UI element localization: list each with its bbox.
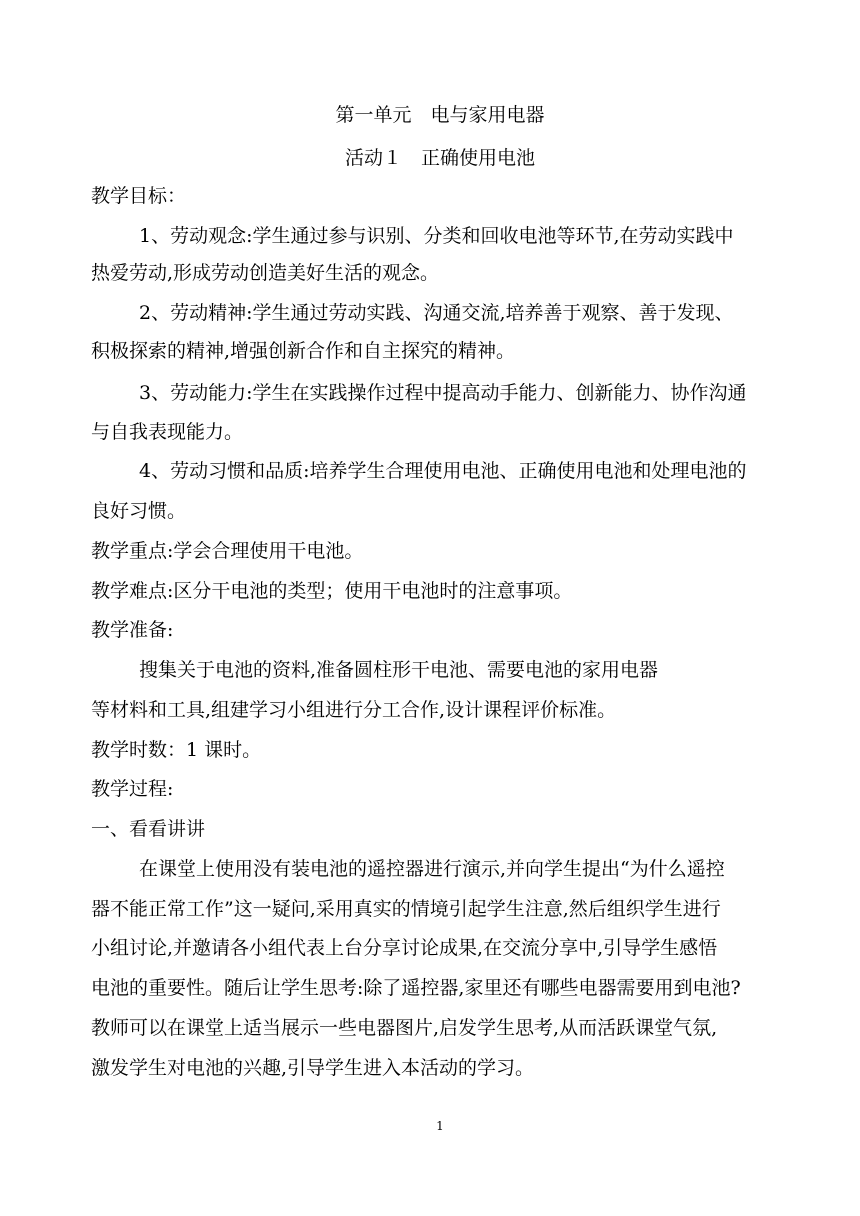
- preparation-line-1: 搜集关于电池的资料,准备圆柱形干电池、需要电池的家用电器: [139, 659, 659, 681]
- activity-title: 活动１ 正确使用电池: [344, 147, 535, 169]
- section-1-line-6: 激发学生对电池的兴趣,引导学生进入本活动的学习。: [91, 1057, 535, 1079]
- section-1-line-1: 在课堂上使用没有装电池的遥控器进行演示,并向学生提出“为什么遥控: [139, 858, 725, 880]
- objective-4-line-1: 4、劳动习惯和品质:培养学生合理使用电池、正确使用电池和处理电池的: [139, 460, 747, 482]
- objective-2-line-2: 积极探索的精神,增强创新合作和自主探究的精神。: [91, 340, 516, 362]
- section-1-line-2: 器不能正常工作”这一疑问,采用真实的情境引起学生注意,然后组织学生进行: [91, 898, 721, 920]
- unit-title: 第一单元 电与家用电器: [335, 104, 545, 126]
- section-1-line-4: 电池的重要性。随后让学生思考:除了遥控器,家里还有哪些电器需要用到电池?: [91, 977, 741, 999]
- objective-2-line-1: 2、劳动精神:学生通过劳动实践、沟通交流,培养善于观察、善于发现、: [139, 302, 734, 324]
- objective-1-line-2: 热爱劳动,形成劳动创造美好生活的观念。: [91, 262, 440, 284]
- process-heading: 教学过程:: [91, 778, 174, 800]
- section-1-line-3: 小组讨论,并邀请各小组代表上台分享讨论成果,在交流分享中,引导学生感悟: [91, 937, 718, 959]
- objective-3-line-1: 3、劳动能力:学生在实践操作过程中提高动手能力、创新能力、协作沟通: [139, 382, 747, 404]
- objective-4-line-2: 良好习惯。: [91, 500, 187, 522]
- preparation-heading: 教学准备:: [91, 619, 174, 641]
- objective-1-line-1: 1、劳动观念:学生通过参与识别、分类和回收电池等环节,在劳动实践中: [139, 225, 734, 247]
- objective-3-line-2: 与自我表现能力。: [91, 421, 244, 443]
- teaching-hours: 教学时数：1 课时。: [91, 739, 262, 761]
- difficult-point: 教学难点:区分干电池的类型；使用干电池时的注意事项。: [91, 580, 573, 602]
- section-1-heading: 一、看看讲讲: [91, 818, 206, 840]
- key-point: 教学重点:学会合理使用干电池。: [91, 540, 364, 562]
- objectives-heading: 教学目标：: [91, 185, 187, 207]
- page-number: 1: [436, 1119, 444, 1133]
- section-1-line-5: 教师可以在课堂上适当展示一些电器图片,启发学生思考,从而活跃课堂气氛,: [91, 1017, 718, 1039]
- preparation-line-2: 等材料和工具,组建学习小组进行分工合作,设计课程评价标准。: [91, 699, 617, 721]
